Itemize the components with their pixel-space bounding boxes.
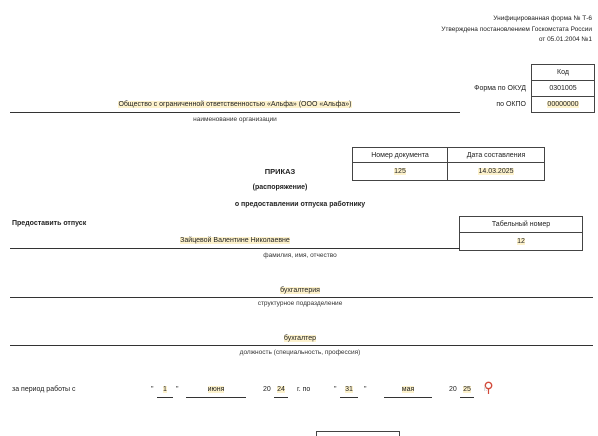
to-year-prefix: 20 — [449, 386, 457, 393]
order-subject: о предоставлении отпуска работнику — [234, 201, 366, 208]
form-header — [332, 14, 592, 46]
department-caption: структурное подразделение — [257, 300, 343, 307]
to-year-underline — [460, 397, 474, 398]
period-label: за период работы с — [12, 386, 76, 393]
position-value: бухгалтер — [283, 335, 317, 342]
to-month-underline — [384, 397, 432, 398]
form-line-1: Унифицированная форма № Т-6 — [493, 15, 592, 22]
doc-date-label: Дата составления — [466, 151, 526, 159]
position-caption: должность (специальность, профессия) — [239, 349, 361, 356]
from-year-field — [274, 386, 288, 393]
tab-number-label: Табельный номер — [491, 221, 551, 228]
from-quote-open: " — [151, 386, 154, 393]
to-suffix: г. — [484, 386, 488, 393]
from-day-value: 1 — [163, 386, 167, 393]
employee-name-wrap — [10, 237, 460, 244]
organization-caption: наименование организации — [193, 116, 277, 123]
bottom-box-fragment — [316, 431, 400, 436]
doc-number-value: 125 — [394, 168, 406, 175]
doc-number-cell — [352, 162, 448, 181]
department-underline — [10, 297, 593, 298]
department-wrap — [10, 287, 590, 294]
to-day-value: 31 — [345, 386, 353, 393]
employee-name-caption: фамилия, имя, отчество — [263, 252, 337, 259]
okpo-cell — [531, 96, 595, 113]
okpo-value: 00000000 — [547, 101, 579, 108]
from-year-prefix: 20 — [263, 386, 271, 393]
from-month-field — [186, 386, 246, 393]
doc-number-header — [352, 147, 448, 163]
grant-label: Предоставить отпуск — [12, 220, 87, 227]
from-suffix: г. по — [297, 386, 311, 393]
to-month-value: мая — [401, 386, 415, 393]
okud-value: 0301005 — [549, 85, 577, 92]
organization-name: Общество с ограниченной ответственностью «Альфа» (ООО «Альфа») — [118, 101, 352, 108]
from-month-value: июня — [207, 386, 225, 393]
to-year-field — [460, 386, 474, 393]
order-subtitle: (распоряжение) — [252, 184, 308, 191]
department-value: бухгалтерия — [280, 287, 320, 294]
kod-label: Код — [557, 69, 569, 76]
to-quote-close: " — [364, 386, 367, 393]
to-month-field — [384, 386, 432, 393]
order-title: ПРИКАЗ — [264, 167, 296, 176]
org-underline — [10, 112, 460, 113]
doc-number-label: Номер документа — [371, 151, 429, 159]
employee-name-underline — [10, 248, 460, 249]
org-name-wrap — [10, 101, 460, 108]
form-line-3: от 05.01.2004 №1 — [538, 36, 592, 43]
to-day-underline — [340, 397, 358, 398]
tab-number-header — [459, 216, 583, 233]
okud-label: Форма по ОКУД — [474, 85, 526, 92]
employee-name: Зайцевой Валентине Николаевне — [180, 237, 290, 244]
form-line-2: Утверждена постановлением Госкомстата России — [441, 25, 592, 33]
from-month-underline — [186, 397, 246, 398]
okpo-label: по ОКПО — [496, 101, 526, 108]
doc-date-cell — [447, 162, 545, 181]
okud-cell — [531, 80, 595, 97]
from-year-underline — [274, 397, 288, 398]
position-wrap — [10, 335, 590, 342]
kod-header-cell — [531, 64, 595, 81]
to-quote-open: " — [334, 386, 337, 393]
to-day-field — [341, 386, 357, 393]
doc-date-header — [447, 147, 545, 163]
from-day-underline — [157, 397, 173, 398]
doc-date-value: 14.03.2025 — [478, 168, 514, 175]
from-quote-close: " — [176, 386, 179, 393]
tab-number-cell — [459, 232, 583, 251]
position-underline — [10, 345, 593, 346]
from-year-value: 24 — [277, 386, 285, 393]
tab-number-value: 12 — [517, 238, 525, 245]
to-year-value: 25 — [463, 386, 471, 393]
from-day-field — [158, 386, 172, 393]
